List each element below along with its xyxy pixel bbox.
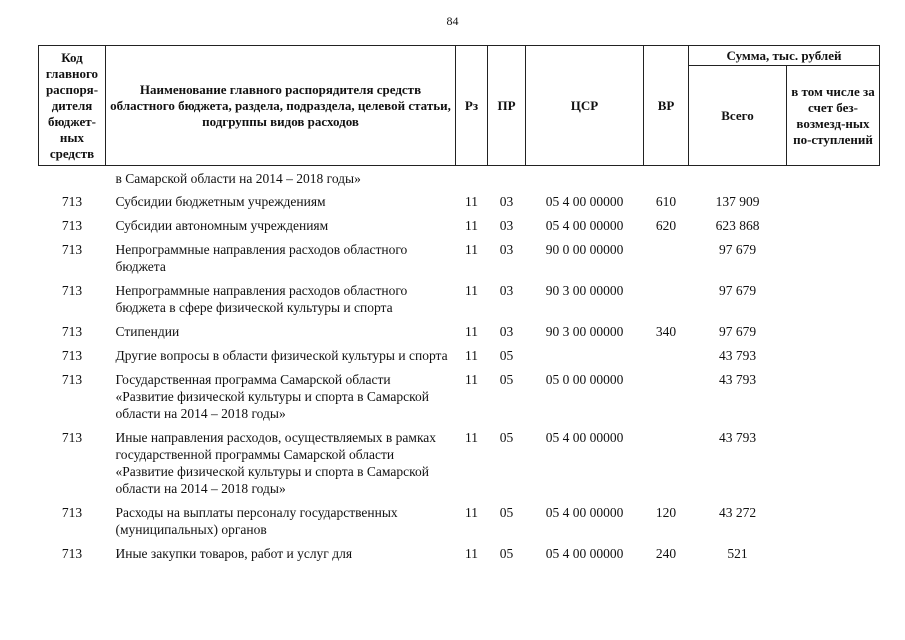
cell-name: Субсидии автономным учреждениям	[115, 218, 329, 233]
cell-code: 713	[61, 546, 83, 561]
header-total: Всего	[689, 66, 787, 166]
cell-csr: 90 3 00 00000	[545, 283, 624, 298]
cell-total: 43 272	[718, 505, 757, 520]
cell-vr	[644, 368, 689, 426]
cell-csr: 05 4 00 00000	[545, 218, 624, 233]
cell-rz: 11	[465, 348, 478, 363]
cell-code: 713	[61, 283, 83, 298]
cell-total: 97 679	[718, 324, 757, 339]
cell-csr: 05 4 00 00000	[545, 505, 624, 520]
table-row	[39, 542, 880, 566]
cell-name: Иные закупки товаров, работ и услуг для	[115, 546, 353, 561]
cell-pr: 05	[499, 505, 514, 520]
cell-total: 623 868	[715, 218, 760, 233]
cell-vr	[644, 279, 689, 320]
cell-code: 713	[61, 218, 83, 233]
cell-name: Иные направления расходов, осуществляемых в рамках государственной программы Самарской области «Развитие физической культуры и спорта в Самарской области на 2014 – 2018 годы»	[115, 430, 437, 496]
cell-rz: 11	[465, 283, 478, 298]
table-row	[39, 238, 880, 279]
cell-vr: 620	[655, 218, 677, 233]
cell-total: 43 793	[718, 348, 757, 363]
header-vr: ВР	[644, 46, 689, 166]
cell-incl	[787, 368, 880, 426]
cell-total: 43 793	[718, 430, 757, 445]
page-number: 84	[446, 14, 459, 28]
cell-rz: 11	[465, 372, 478, 387]
cell-incl	[787, 542, 880, 566]
cell-rz: 11	[465, 505, 478, 520]
cell-name: Субсидии бюджетным учреждениям	[115, 194, 326, 209]
cell-vr	[644, 344, 689, 368]
cell-code: 713	[61, 348, 83, 363]
cell-code: 713	[61, 324, 83, 339]
cell-csr: 90 0 00 00000	[545, 242, 624, 257]
cell-pr: 05	[499, 372, 514, 387]
cell-incl	[787, 426, 880, 501]
cell-code: 713	[61, 194, 83, 209]
table-row	[39, 320, 880, 344]
cell-total: 43 793	[718, 372, 757, 387]
cell-vr	[644, 426, 689, 501]
header-name: Наименование главного распорядителя средств областного бюджета, раздела, подраздела, целевой статьи, подгруппы видов расходов	[106, 46, 456, 166]
cell-csr: 05 4 00 00000	[545, 194, 624, 209]
header-incl: в том числе за счет без-возмезд-ных по-ступлений	[787, 66, 880, 166]
budget-table	[38, 45, 880, 566]
table-row	[39, 279, 880, 320]
cell-code: 713	[61, 505, 83, 520]
cell-pr: 05	[499, 348, 514, 363]
cell-vr: 610	[655, 194, 677, 209]
cell-incl	[787, 238, 880, 279]
table-row	[39, 344, 880, 368]
cell-vr: 240	[655, 546, 677, 561]
table-row	[39, 368, 880, 426]
cell-vr: 340	[655, 324, 677, 339]
cell-incl	[787, 344, 880, 368]
cell-rz: 11	[465, 430, 478, 445]
continuation-text: в Самарской области на 2014 – 2018 годы»	[115, 171, 361, 186]
cell-code: 713	[61, 430, 83, 445]
cell-rz: 11	[465, 546, 478, 561]
table-row	[39, 426, 880, 501]
cell-csr: 90 3 00 00000	[545, 324, 624, 339]
cell-name: Непрограммные направления расходов областного бюджета	[115, 242, 408, 274]
table-row	[39, 190, 880, 214]
cell-pr: 03	[499, 242, 514, 257]
cell-incl	[787, 190, 880, 214]
header-csr: ЦСР	[526, 46, 644, 166]
cell-incl	[787, 214, 880, 238]
cell-total: 521	[727, 546, 748, 561]
cell-incl	[787, 279, 880, 320]
cell-csr: 05 0 00 00000	[545, 372, 624, 387]
cell-name: Непрограммные направления расходов областного бюджета в сфере физической культуры и спорта	[115, 283, 408, 315]
cell-pr: 03	[499, 324, 514, 339]
cell-vr: 120	[655, 505, 677, 520]
table-body	[39, 166, 880, 567]
cell-vr	[644, 238, 689, 279]
cell-pr: 03	[499, 218, 514, 233]
header-sum: Сумма, тыс. рублей	[689, 46, 880, 66]
cell-name: Государственная программа Самарской области «Развитие физической культуры и спорта в Самарской области на 2014 – 2018 годы»	[115, 372, 429, 421]
cell-pr: 05	[499, 430, 514, 445]
header-rz: Рз	[456, 46, 488, 166]
cell-csr: 05 4 00 00000	[545, 546, 624, 561]
cell-total: 97 679	[718, 283, 757, 298]
cell-incl	[787, 501, 880, 542]
cell-rz: 11	[465, 194, 478, 209]
cell-csr	[526, 344, 644, 368]
cell-csr: 05 4 00 00000	[545, 430, 624, 445]
cell-rz: 11	[465, 242, 478, 257]
table-header	[39, 46, 880, 166]
cell-name: Расходы на выплаты персоналу государственных (муниципальных) органов	[115, 505, 398, 537]
cell-incl	[787, 320, 880, 344]
cell-code: 713	[61, 372, 83, 387]
cell-name: Другие вопросы в области физической культуры и спорта	[115, 348, 448, 363]
continuation-row	[39, 166, 880, 191]
table-row	[39, 501, 880, 542]
header-code: Код главного распоря-дителя бюджет-ных средств	[39, 46, 106, 166]
cell-pr: 03	[499, 194, 514, 209]
cell-name: Стипендии	[115, 324, 180, 339]
table-row	[39, 214, 880, 238]
cell-total: 137 909	[715, 194, 760, 209]
cell-total: 97 679	[718, 242, 757, 257]
cell-pr: 03	[499, 283, 514, 298]
cell-rz: 11	[465, 324, 478, 339]
header-pr: ПР	[488, 46, 526, 166]
cell-rz: 11	[465, 218, 478, 233]
cell-pr: 05	[499, 546, 514, 561]
cell-code: 713	[61, 242, 83, 257]
